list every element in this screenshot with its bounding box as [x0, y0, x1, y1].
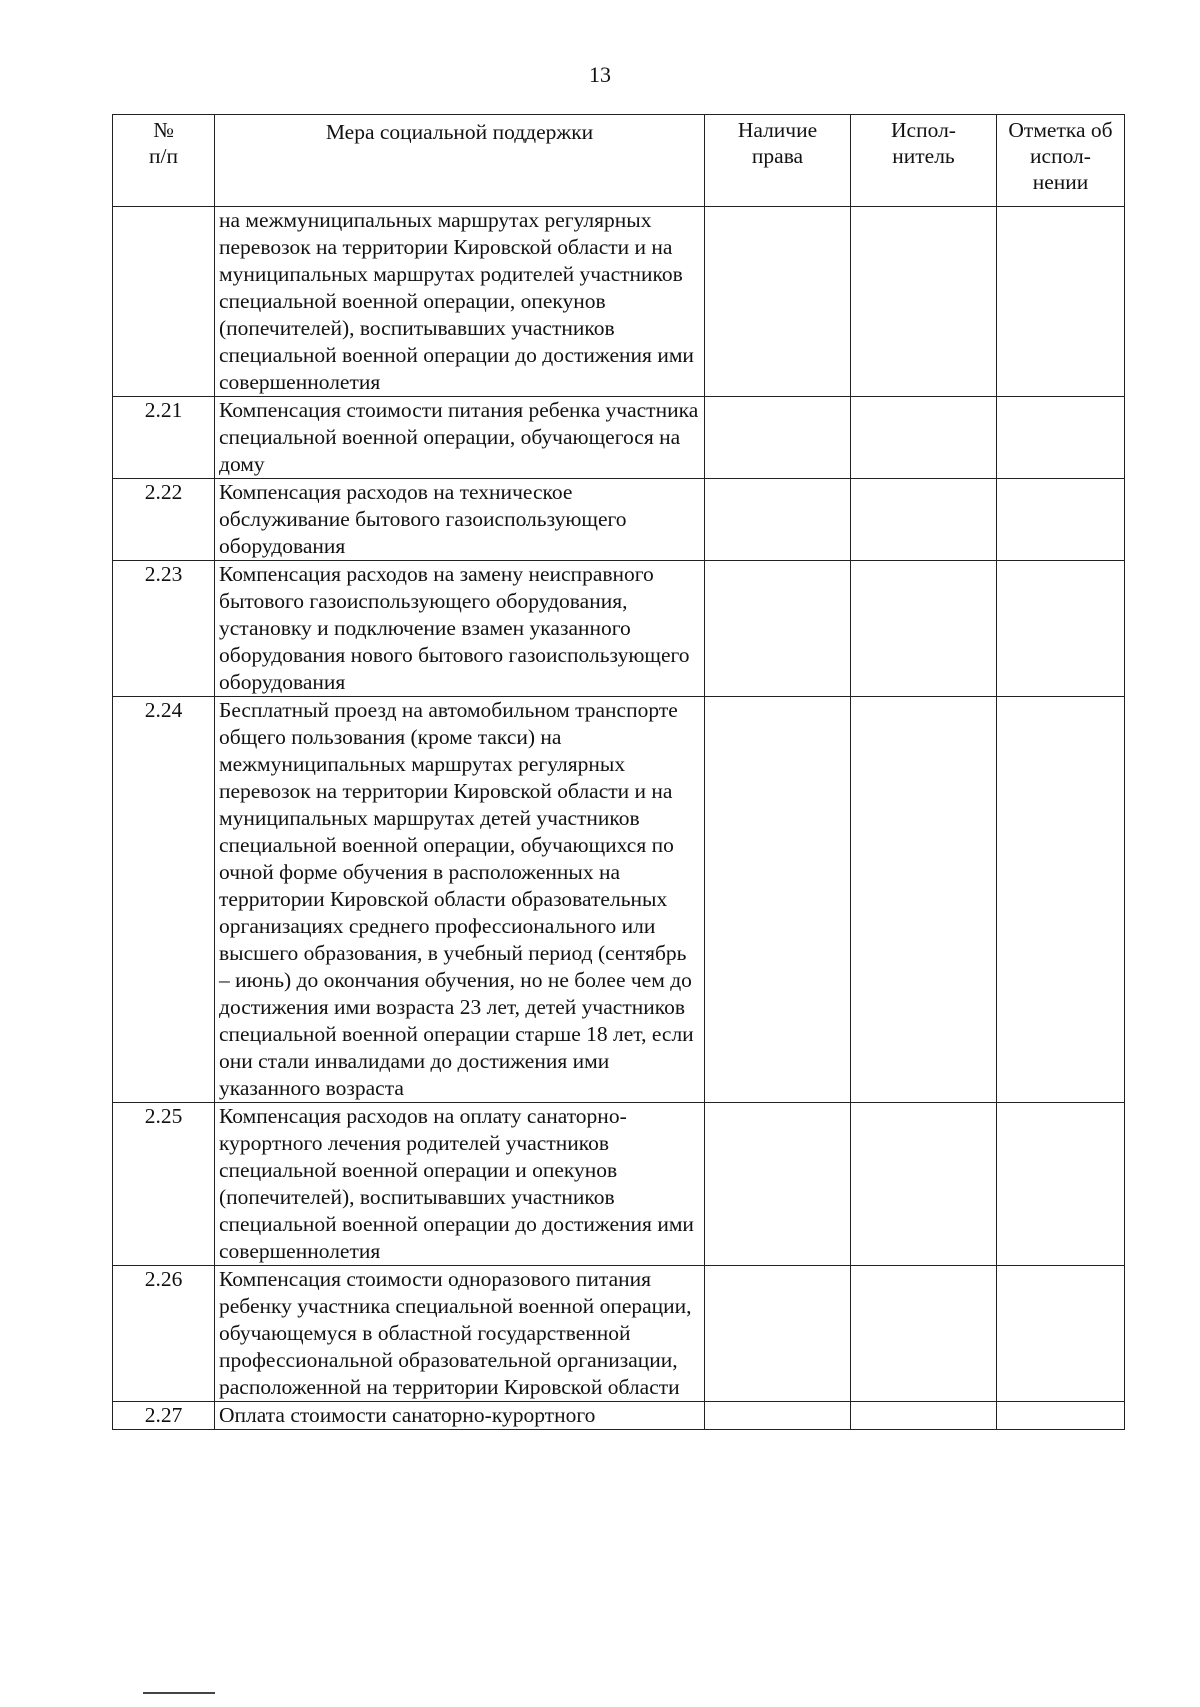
row-right: [705, 561, 851, 697]
row-mark: [997, 561, 1125, 697]
row-executor: [851, 697, 997, 1103]
row-measure: Оплата стоимости санаторно-курортного: [215, 1402, 705, 1430]
header-number: № п/п: [113, 115, 215, 207]
table-row: [113, 1266, 1125, 1402]
footer-rule: [143, 1692, 215, 1694]
row-executor: [851, 561, 997, 697]
row-measure: Бесплатный проезд на автомобильном транспорте общего пользования (кроме такси) на межмуниципальных маршрутах регулярных перевозок на территории Кировской области и на муниципальных маршрутах детей участников специальной военной операции, обучающихся по очной форме обучения в расположенных на территории Кировской области образовательных организациях среднего профессионального или высшего образования, в учебный период (сентябрь – июнь) до окончания обучения, но не более чем до достижения ими возраста 23 лет, детей участников специальной военной операции старше 18 лет, если они стали инвалидами до достижения ими указанного возраста: [215, 697, 705, 1103]
table-row: [113, 1103, 1125, 1266]
row-executor: [851, 1266, 997, 1402]
table-row: [113, 561, 1125, 697]
table-row: [113, 1402, 1125, 1430]
row-mark: [997, 1266, 1125, 1402]
row-measure: Компенсация стоимости одноразового питания ребенку участника специальной военной операции, обучающемуся в областной государственной профессиональной образовательной организации, расположенной на территории Кировской области: [215, 1266, 705, 1402]
row-mark: [997, 397, 1125, 479]
row-number: 2.25: [113, 1103, 215, 1266]
row-measure: Компенсация расходов на замену неисправного бытового газоиспользующего оборудования, установку и подключение взамен указанного оборудования нового бытового газоиспользующего оборудования: [215, 561, 705, 697]
page-number: 13: [589, 62, 611, 87]
row-executor: [851, 1402, 997, 1430]
row-right: [705, 1103, 851, 1266]
row-executor: [851, 479, 997, 561]
row-mark: [997, 1402, 1125, 1430]
row-right: [705, 1402, 851, 1430]
table-row: [113, 397, 1125, 479]
row-executor: [851, 1103, 997, 1266]
row-number: 2.24: [113, 697, 215, 1103]
row-right: [705, 397, 851, 479]
row-measure: Компенсация расходов на техническое обслуживание бытового газоиспользующего оборудования: [215, 479, 705, 561]
row-mark: [997, 697, 1125, 1103]
row-right: [705, 1266, 851, 1402]
table-row: [113, 479, 1125, 561]
row-number: [113, 207, 215, 397]
row-executor: [851, 397, 997, 479]
row-number: 2.21: [113, 397, 215, 479]
row-number: 2.26: [113, 1266, 215, 1402]
header-measure: Мера социальной поддержки: [215, 115, 705, 207]
row-measure: Компенсация расходов на оплату санаторно-курортного лечения родителей участников специальной военной операции и опекунов (попечителей), воспитывавших участников специальной военной операции до достижения ими совершеннолетия: [215, 1103, 705, 1266]
table-row: [113, 697, 1125, 1103]
row-mark: [997, 207, 1125, 397]
row-measure: Компенсация стоимости питания ребенка участника специальной военной операции, обучающегося на дому: [215, 397, 705, 479]
row-mark: [997, 1103, 1125, 1266]
row-mark: [997, 479, 1125, 561]
table-row: [113, 207, 1125, 397]
table-header-row: [113, 115, 1125, 207]
row-number: 2.22: [113, 479, 215, 561]
header-mark: Отметка об испол- нении: [997, 115, 1125, 207]
row-right: [705, 479, 851, 561]
row-measure: на межмуниципальных маршрутах регулярных перевозок на территории Кировской области и на муниципальных маршрутах родителей участников специальной военной операции, опекунов (попечителей), воспитывавших участников специальной военной операции до достижения ими совершеннолетия: [215, 207, 705, 397]
header-right: Наличие права: [705, 115, 851, 207]
row-right: [705, 697, 851, 1103]
social-support-table: [112, 114, 1125, 1430]
row-right: [705, 207, 851, 397]
row-executor: [851, 207, 997, 397]
row-number: 2.27: [113, 1402, 215, 1430]
header-executor: Испол- нитель: [851, 115, 997, 207]
row-number: 2.23: [113, 561, 215, 697]
